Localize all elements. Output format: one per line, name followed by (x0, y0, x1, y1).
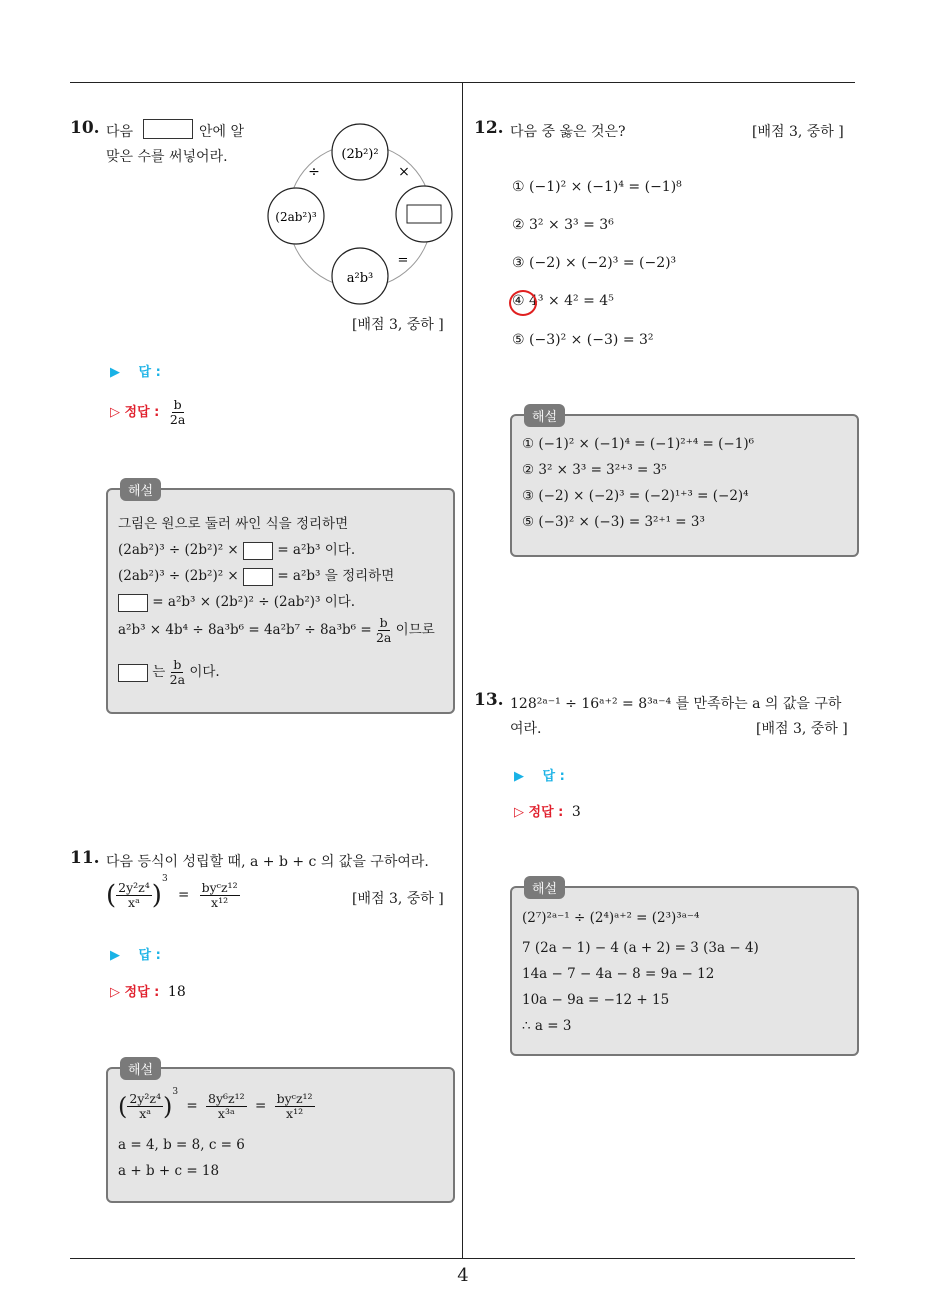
q13-text-b: 여라. (510, 721, 542, 737)
q11-correct-row (110, 981, 186, 1000)
triangle-outline-icon: ▷ (110, 405, 120, 420)
q12-sol-line2: ② 3² × 3³ = 3²⁺³ = 3⁵ (522, 462, 667, 478)
q10-answer-row (110, 361, 161, 380)
q13-solution-tab: 해설 (524, 876, 565, 899)
q11-sol-frac1 (127, 1092, 163, 1121)
q10-sol-line3a: (2ab²)³ ÷ (2b²)² × (118, 568, 239, 584)
bottom-rule (70, 1258, 855, 1259)
q10-sol-blank (243, 568, 273, 586)
selected-answer-circle-icon (509, 290, 537, 316)
play-icon: ▶ (110, 365, 120, 380)
q10-sol-line4b: = a²b³ × (2b²)² ÷ (2ab²)³ 이다. (152, 594, 356, 610)
q10-text-b: 안에 알 (199, 124, 245, 140)
q12-sol-line4: ⑤ (−3)² × (−3) = 3²⁺¹ = 3³ (522, 514, 705, 530)
diagram-bottom-label: a²b³ (346, 271, 374, 286)
q10-sol-line3 (118, 564, 394, 586)
frac-numerator: b (173, 657, 182, 672)
q12-option-5[interactable]: ⑤ (−3)² × (−3) = 3² (512, 332, 654, 348)
q10-solution-box (106, 484, 455, 714)
q11-sol-power: 3 (172, 1087, 179, 1097)
q10-sol-line5 (118, 616, 435, 645)
frac-denominator: x¹² (286, 1106, 304, 1121)
q13-correct-label: 정답 : (528, 805, 564, 820)
q10-sol-blank (118, 664, 148, 682)
q10-sol-line6 (118, 658, 220, 687)
q10-sol-blank (118, 594, 148, 612)
q10-score: [배점 3, 중하 ] (352, 317, 444, 333)
q13-text-a: 128²ᵃ⁻¹ ÷ 16ᵃ⁺² = 8³ᵃ⁻⁴ 를 만족하는 a 의 값을 구하 (510, 696, 842, 712)
frac-numerator: 8y⁶z¹² (208, 1091, 245, 1106)
q11-number: 11. (70, 848, 100, 868)
q11-answer-label: 답 : (138, 948, 161, 963)
q13-answer-label: 답 : (542, 769, 565, 784)
q10-sol-line3b: = a²b³ 을 정리하면 (277, 568, 395, 584)
diagram-left-label: (2ab²)³ (275, 210, 317, 224)
q13-sol-line3: 14a − 7 − 4a − 8 = 9a − 12 (522, 966, 715, 982)
q10-text-a: 다음 (106, 124, 134, 140)
column-divider (462, 83, 463, 1258)
q12-solution-box (510, 410, 859, 557)
diagram-divide-op: ÷ (308, 164, 320, 180)
frac-denominator: 2a (169, 672, 186, 687)
q12-option-4[interactable]: ④ 4³ × 4² = 4⁵ (512, 293, 614, 309)
q10-sol-line6b: 이다. (189, 664, 220, 680)
q12-option-3[interactable]: ③ (−2) × (−2)³ = (−2)³ (512, 255, 677, 271)
q11-sol-frac3 (275, 1092, 315, 1121)
q13-answer-row (514, 765, 565, 784)
frac-denominator: x³ᵃ (217, 1106, 235, 1121)
q10-sol-line2a: (2ab²)³ ÷ (2b²)² × (118, 542, 239, 558)
frac-denominator: 2a (375, 630, 392, 645)
q11-eq-right-frac (200, 881, 240, 910)
q11-answer-row (110, 944, 161, 963)
q11-correct-value: 18 (167, 984, 186, 1000)
q13-sol-line1: (2⁷)²ᵃ⁻¹ ÷ (2⁴)ᵃ⁺² = (2³)³ᵃ⁻⁴ (522, 910, 700, 926)
q10-sol-line6-frac (170, 658, 185, 687)
q11-score: [배점 3, 중하 ] (352, 891, 444, 907)
diagram-equals-op: = (397, 253, 409, 268)
q11-text: 다음 등식이 성립할 때, a + b + c 의 값을 구하여라. (106, 854, 429, 870)
q11-equation: ( $\frac{\text{2y²z⁴}}{\text{xᵃ}}$ )$^3$ = $\frac{\text{byᶜz¹²}}{\text{x¹²}}$ (106, 874, 238, 911)
q11-eq-left-frac (116, 881, 152, 910)
q10-solution-tab: 해설 (120, 478, 161, 501)
q12-text: 다음 중 옳은 것은? (510, 124, 626, 140)
frac-denominator: x¹² (211, 895, 229, 910)
q10-number: 10. (70, 118, 100, 138)
q10-sol-line2 (118, 538, 355, 560)
q13-sol-line5: ∴ a = 3 (522, 1018, 572, 1034)
q10-blank-box (143, 119, 193, 139)
q11-correct-label: 정답 : (124, 985, 160, 1000)
q13-correct-row (514, 801, 581, 820)
q10-correct-numerator: b (173, 397, 182, 412)
triangle-outline-icon: ▷ (110, 985, 120, 1000)
frac-numerator: b (379, 615, 388, 630)
frac-numerator: 2y²z⁴ (118, 880, 150, 895)
q11-sol-line1: ( $\frac{\text{2y²z⁴}}{\text{xᵃ}}$ )$^3$ = $\frac{\text{8y⁶z¹²}}{\text{x³ᵃ}}$ = $\frac{\text{byᶜz¹²}}{\text{x¹²}}$ (118, 1087, 313, 1121)
q11-sol-line3: a + b + c = 18 (118, 1163, 220, 1179)
q12-option-1[interactable]: ① (−1)² × (−1)⁴ = (−1)⁸ (512, 179, 682, 195)
q10-sol-line1: 그림은 원으로 둘러 싸인 식을 정리하면 (118, 516, 349, 532)
q11-eq-power: 3 (161, 874, 168, 884)
q10-sol-line5b: 이므로 (395, 622, 435, 638)
play-icon: ▶ (514, 769, 524, 784)
q13-number: 13. (474, 690, 504, 710)
q10-correct-value (170, 398, 185, 427)
q12-option-2[interactable]: ② 3² × 3³ = 3⁶ (512, 217, 614, 233)
q10-answer-label: 답 : (138, 365, 161, 380)
q10-correct-denominator: 2a (169, 412, 186, 427)
q11-solution-box (106, 1063, 455, 1203)
frac-numerator: byᶜz¹² (276, 1091, 313, 1106)
q11-sol-frac2 (206, 1092, 247, 1121)
diagram-top-label: (2b²)² (341, 147, 379, 162)
diagram-multiply-op: × (398, 164, 410, 180)
q10-sol-line4 (118, 590, 355, 612)
q12-sol-line1: ① (−1)² × (−1)⁴ = (−1)²⁺⁴ = (−1)⁶ (522, 436, 754, 452)
frac-denominator: xᵃ (128, 895, 140, 910)
q13-sol-line4: 10a − 9a = −12 + 15 (522, 992, 670, 1008)
q10-correct-row (110, 398, 185, 427)
page-number: 4 (457, 1265, 469, 1286)
q11-sol-line2: a = 4, b = 8, c = 6 (118, 1137, 245, 1153)
play-icon: ▶ (110, 948, 120, 963)
frac-numerator: 2y²z⁴ (129, 1091, 161, 1106)
q10-diagram (262, 118, 462, 308)
q10-sol-line2b: = a²b³ 이다. (277, 542, 356, 558)
q10-sol-line5-frac (376, 616, 391, 645)
q13-sol-line2: 7 (2a − 1) − 4 (a + 2) = 3 (3a − 4) (522, 940, 759, 956)
q12-score: [배점 3, 중하 ] (752, 124, 844, 140)
q10-sol-blank (243, 542, 273, 560)
q13-correct-value: 3 (571, 804, 581, 820)
frac-denominator: xᵃ (139, 1106, 152, 1121)
q10-sol-line5a: a²b³ × 4b⁴ ÷ 8a³b⁶ = 4a²b⁷ ÷ 8a³b⁶ = (118, 622, 372, 638)
q13-score: [배점 3, 중하 ] (756, 721, 848, 737)
q12-number: 12. (474, 118, 504, 138)
q10-sol-line6a: 는 (152, 664, 166, 680)
frac-numerator: byᶜz¹² (201, 880, 238, 895)
q11-solution-tab: 해설 (120, 1057, 161, 1080)
q12-solution-tab: 해설 (524, 404, 565, 427)
triangle-outline-icon: ▷ (514, 805, 524, 820)
diagram-blank-box (407, 205, 441, 223)
q13-solution-box (510, 882, 859, 1056)
q10-text-c: 맞은 수를 써넣어라. (106, 149, 228, 165)
q12-sol-line3: ③ (−2) × (−2)³ = (−2)¹⁺³ = (−2)⁴ (522, 488, 749, 504)
q10-correct-label: 정답 : (124, 405, 160, 420)
